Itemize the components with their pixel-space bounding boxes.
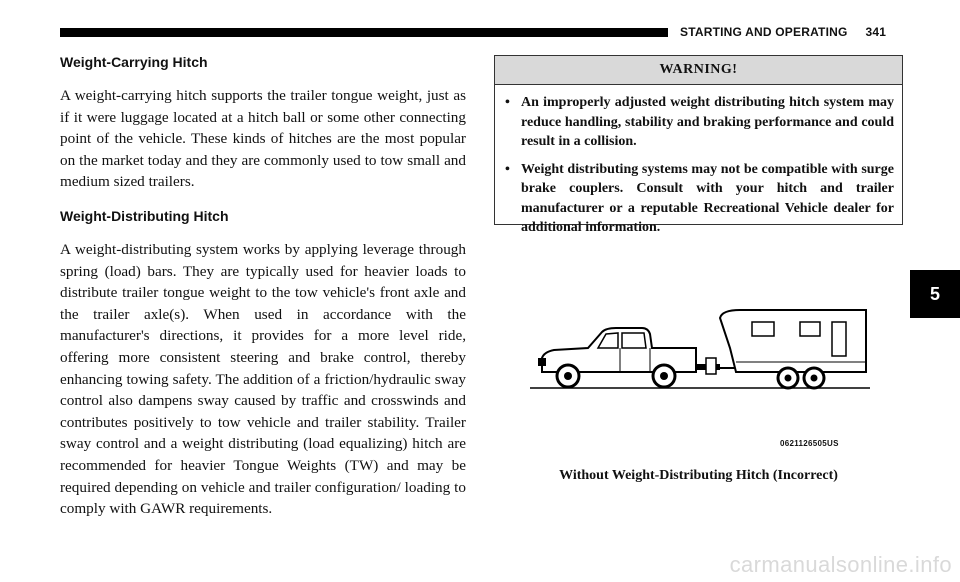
chapter-tab: 5 [910,270,960,318]
figure-code: 0621126505US [780,439,839,448]
warning-list [495,85,902,238]
watermark: carmanualsonline.info [729,552,952,577]
header-bar [60,28,668,37]
section-title: STARTING AND OPERATING [680,25,848,39]
heading-weight-carrying-hitch: Weight-Carrying Hitch [60,54,208,70]
left-column [60,52,466,533]
warning-box [494,55,903,235]
truck-trailer-illustration [530,308,875,458]
warning-item: • Weight distributing systems may not be compatible with surge brake couplers. Consult with your hitch and trailer manufacturer or a reputable Recreational Vehicle dealer for additional information. [505,160,894,238]
warning-title: WARNING! [495,56,902,85]
heading-weight-distributing-hitch: Weight-Distributing Hitch [60,207,229,224]
page-header [680,25,886,39]
paragraph-weight-distributing: A weight-distributing system works by applying leverage through spring (load) bars. They are typically used for heavier loads to distribute trailer tongue weight to the tow vehicle's front axle and the trailer axle(s). When used in accordance with the manufacturer's directions, it provides for a more level ride, offering more consistent steering and brake control, thereby enhancing towing safety. The addition of a friction/hydraulic sway control also dampens sway caused by traffic and crosswinds and contributes positively to tow vehicle and trailer stability. Trailer sway control and a weight distributing (load equalizing) hitch are recommended for heavier Tongue Weights (TW) and may be required depending on vehicle and trailer configuration/ loading to comply with GAWR requirements. [60,240,466,518]
paragraph-weight-carrying: A weight-carrying hitch supports the trailer tongue weight, just as if it were luggage located at a hitch ball or some other connecting point of the vehicle. These kinds of hitches are the most popular on the market today and they are commonly used to tow small and medium sized trailers. [60,87,466,191]
warning-item: • An improperly adjusted weight distributing hitch system may reduce handling, stability and braking performance and could result in a collision. [505,93,894,152]
page-number: 341 [865,25,887,39]
figure-caption: Without Weight-Distributing Hitch (Incorrect) [559,468,838,483]
